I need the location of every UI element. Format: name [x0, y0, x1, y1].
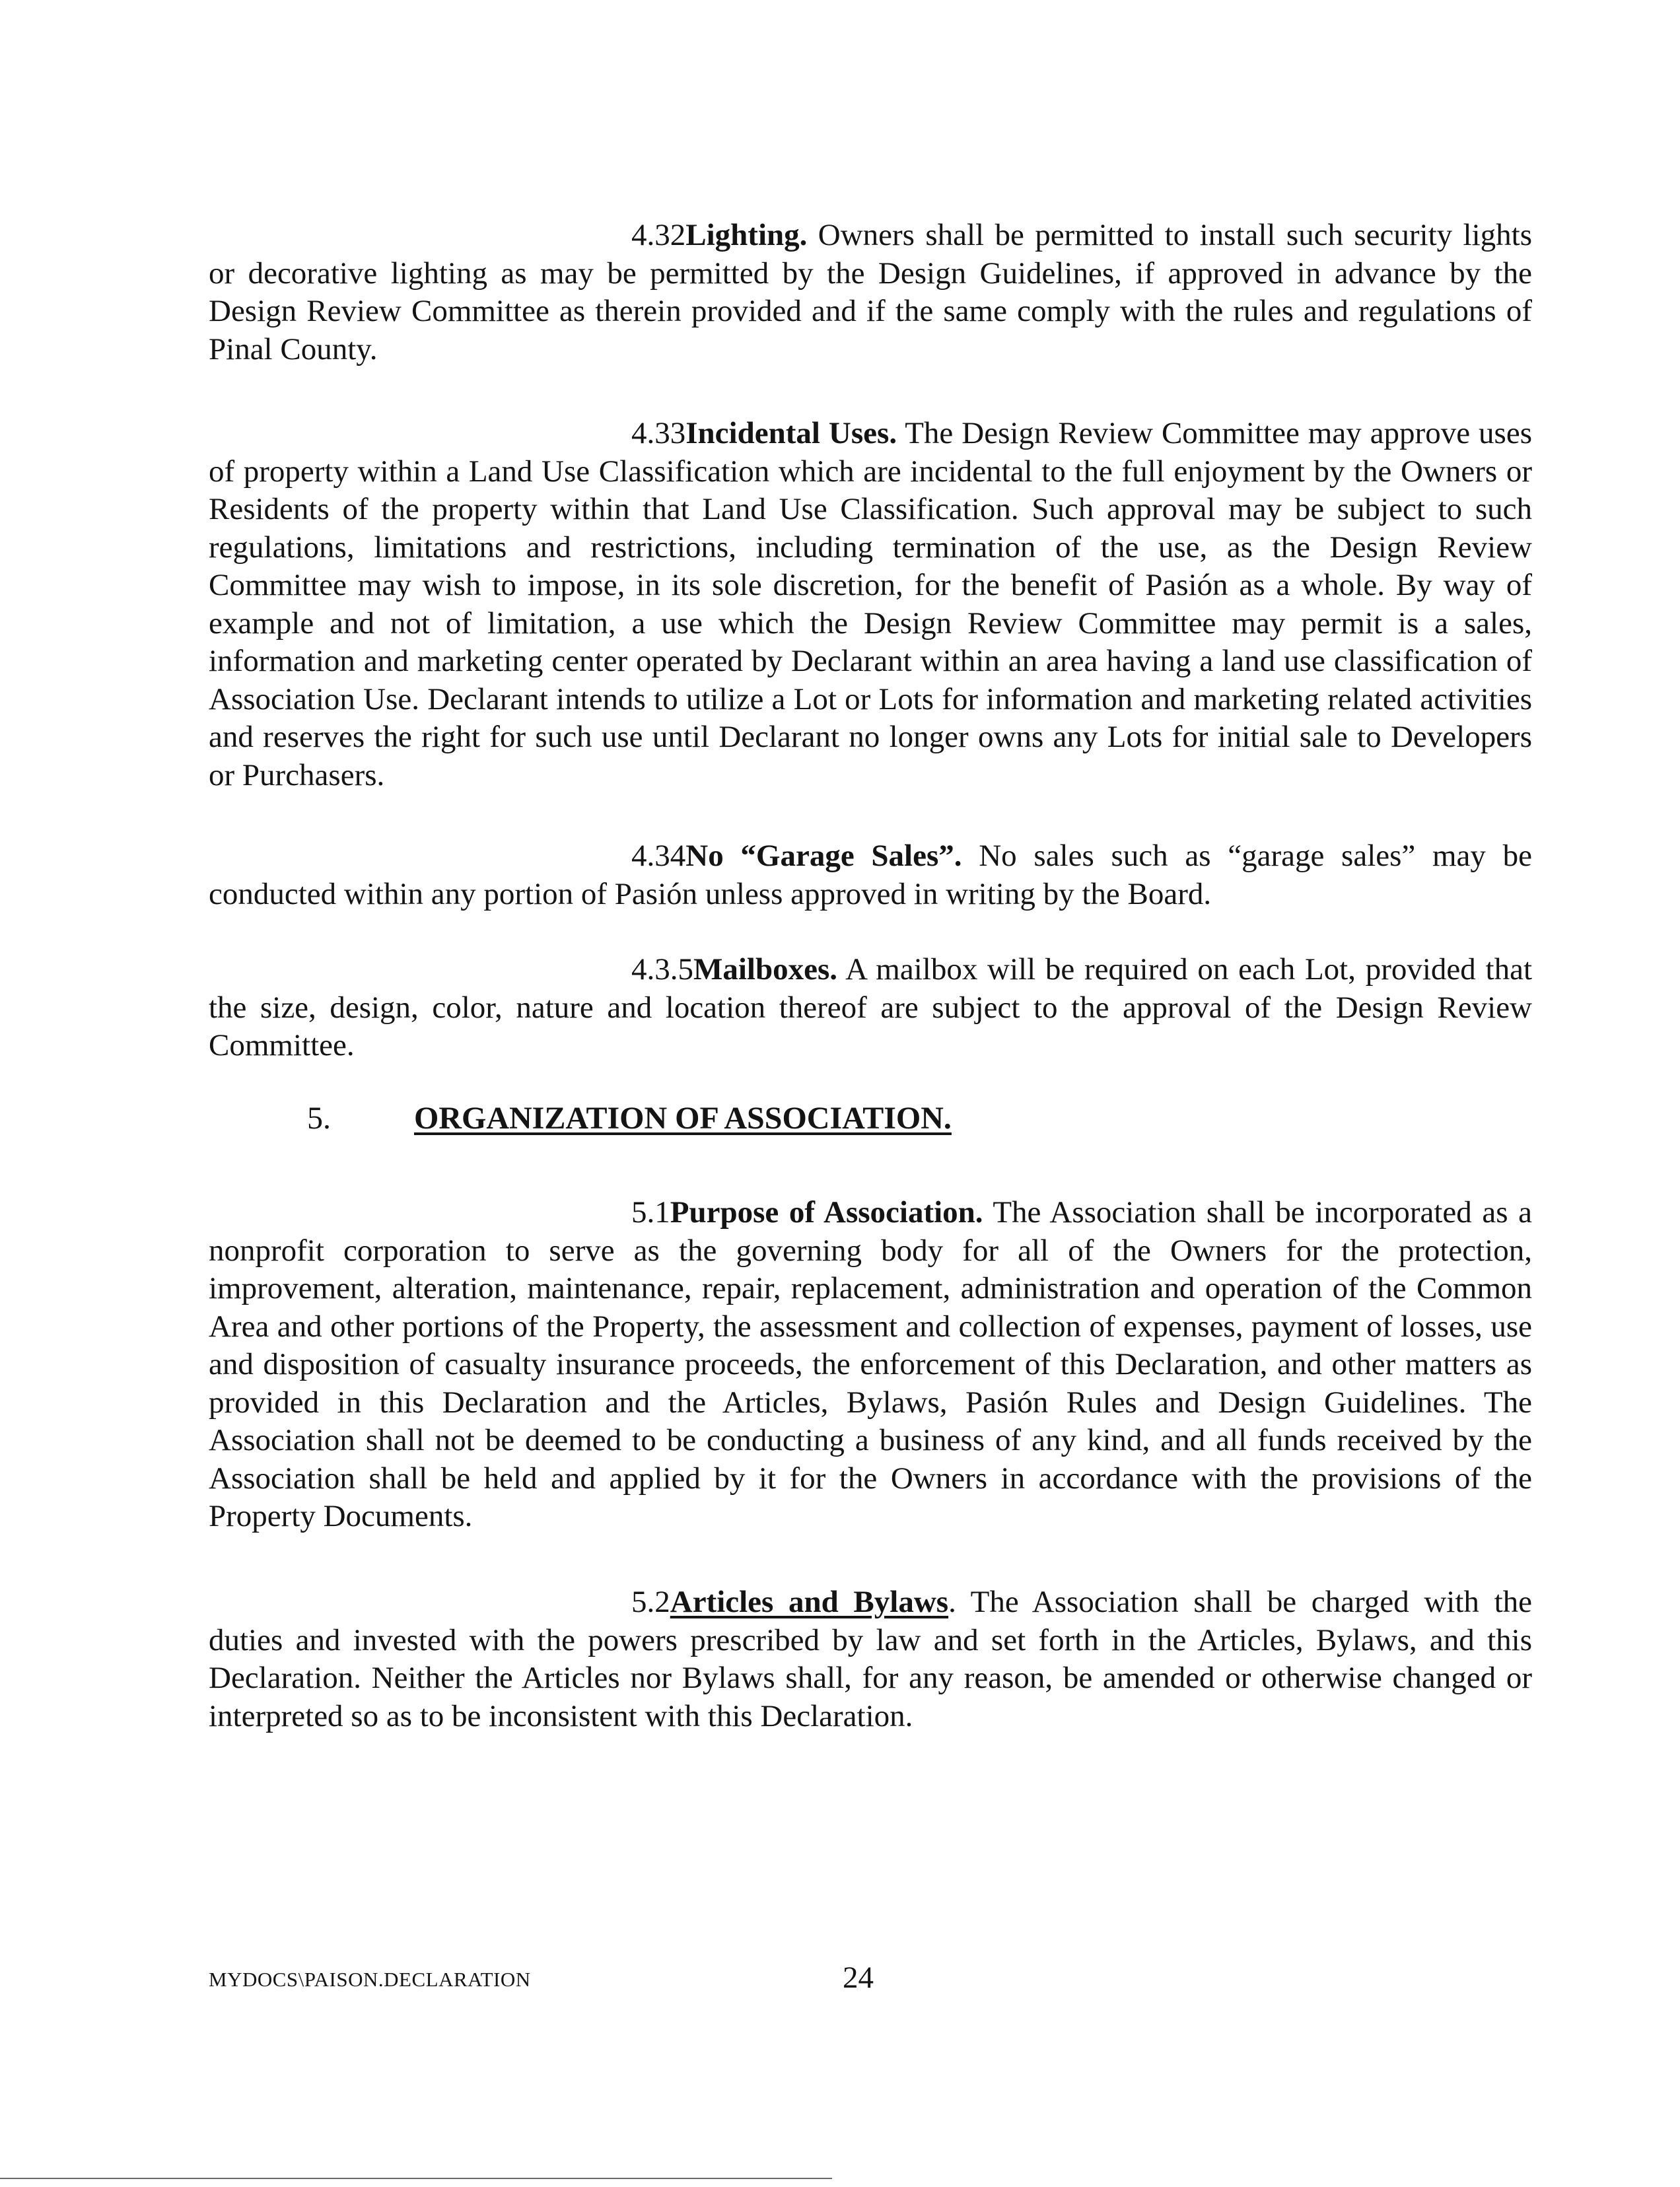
section-body: The Association shall be incorporated as a nonprofit corporation to serve as the governing body for all of the Owners for the protection, improvement, alteration, maintenance, repair, replacement, administration and operation of the Common Area and other portions of the Property, the assessment and collection of expenses, payment of losses, use and disposition of casualty insurance proceeds, the enforcement of this Declaration, and other matters as provided in this Declaration and the Articles, Bylaws, Pasión Rules and Design Guidelines. The Association shall not be deemed to be conducting a business of any kind, and all funds received by the Association shall be held and applied by it for the Owners in accordance with the provisions of the Property Documents. — [209, 1195, 1532, 1533]
section-4-33 — [209, 415, 1532, 794]
section-number: 5.1 — [631, 1195, 670, 1230]
section-number: 4.34 — [631, 839, 686, 873]
article-number: 5. — [307, 1101, 331, 1136]
section-body: The Design Review Committee may approve uses of property within a Land Use Classification which are incidental to the full enjoyment by the Owners or Residents of the property within that Land Use Classification. Such approval may be subject to such regulations, limitations and restrictions, including termination of the use, as the Design Review Committee may wish to impose, in its sole discretion, for the benefit of Pasión as a whole. By way of example and not of limitation, a use which the Design Review Committee may permit is a sales, information and marketing center operated by Declarant within an area having a land use classification of Association Use. Declarant intends to utilize a Lot or Lots for information and marketing related activities and reserves the right for such use until Declarant no longer owns any Lots for initial sale to Developers or Purchasers. — [209, 416, 1532, 792]
section-4-3-5 — [209, 951, 1532, 1065]
article-title: ORGANIZATION OF ASSOCIATION. — [414, 1101, 952, 1136]
section-title: No “Garage Sales”. — [685, 839, 962, 873]
section-number: 4.33 — [631, 416, 686, 450]
section-body: Owners shall be permitted to install such security lights or decorative lighting as may be permitted by the Design Guidelines, if approved in advance by the Design Review Committee as therein provided and if the same comply with the rules and regulations of Pinal County. — [209, 218, 1532, 366]
section-body: . The Association shall be charged with the duties and invested with the powers prescribed by law and set forth in the Articles, Bylaws, and this Declaration. Neither the Articles nor Bylaws shall, for any reason, be amended or otherwise changed or interpreted so as to be inconsistent with this Declaration. — [209, 1585, 1532, 1733]
section-title: Mailboxes. — [693, 952, 838, 987]
section-4-32 — [209, 217, 1532, 368]
section-5-1 — [209, 1194, 1532, 1536]
article-heading-5 — [307, 1099, 952, 1138]
scan-edge-line — [0, 2178, 832, 2179]
section-title: Incidental Uses. — [685, 416, 897, 450]
section-number: 4.3.5 — [631, 952, 693, 987]
section-4-34 — [209, 837, 1532, 913]
section-title: Articles and Bylaws — [670, 1585, 949, 1619]
section-title: Lighting. — [685, 218, 808, 252]
section-number: 5.2 — [631, 1585, 670, 1619]
page-number: 24 — [843, 1961, 874, 1995]
section-body: No sales such as “garage sales” may be conducted within any portion of Pasión unless approved in writing by the Board. — [209, 839, 1532, 911]
section-body: A mailbox will be required on each Lot, provided that the size, design, color, nature and location thereof are subject to the approval of the Design Review Committee. — [209, 952, 1532, 1062]
section-5-2 — [209, 1583, 1532, 1735]
section-number: 4.32 — [631, 218, 686, 252]
section-title: Purpose of Association. — [670, 1195, 983, 1230]
footer-document-path: MYDOCS\PAISON.DECLARATION — [209, 1968, 531, 1991]
